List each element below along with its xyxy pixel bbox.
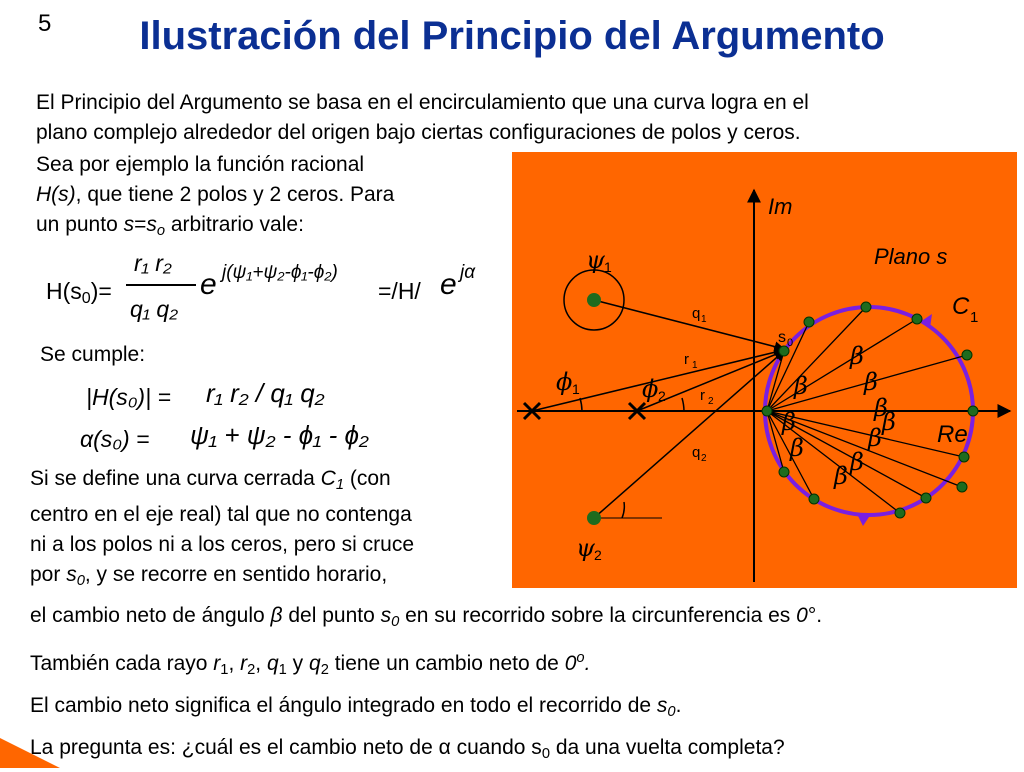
curve-line-3: ni a los polos ni a los ceros, pero si cruce: [30, 533, 415, 556]
bottom-paragraph: [30, 598, 822, 772]
se-cumple: Se cumple:: [40, 343, 146, 366]
left-line-1: Sea por ejemplo la función racional: [36, 153, 365, 176]
label-psi2-sub: 2: [594, 547, 602, 563]
formula-e: e: [200, 268, 217, 301]
label-plano-s: Plano s: [874, 244, 948, 269]
formula-rhs-e: e: [440, 268, 457, 301]
label-s0-sub: 0: [787, 337, 794, 349]
beta-label: β: [874, 394, 888, 422]
formula-rhs-exponent: jα: [460, 262, 476, 283]
beta-label: β: [882, 408, 896, 436]
zero-1: [587, 293, 601, 307]
formula-exponent: j(ψ₁+ψ₂-ϕ₁-ϕ₂): [222, 262, 338, 283]
label-im: Im: [768, 194, 793, 219]
beta-label: β: [864, 368, 878, 396]
beta-label: β: [850, 342, 864, 370]
alpha-rhs: ψ₁ + ψ₂ - ϕ₁ - ϕ₂: [190, 420, 369, 450]
magnitude-rhs: r₁ r₂ / q₁ q₂: [206, 378, 325, 408]
label-q2-sub: 2: [701, 453, 707, 464]
bottom-line-2: También cada rayo $r_1$, $r_2$, $q_1$ y $q_2$ tiene un cambio neto de 0$^o$.: [30, 650, 591, 678]
formula-numerator: r₁ r₂: [134, 250, 172, 276]
beta-label: β: [834, 462, 848, 490]
beta-label: β: [868, 424, 882, 452]
label-q2: q: [692, 444, 701, 461]
slide-number: 5: [38, 10, 52, 37]
label-s0: s: [778, 329, 786, 346]
zero-2: [587, 511, 601, 525]
label-r1-sub: 1: [692, 360, 698, 371]
bottom-line-1: el cambio neto de ángulo β del punto $s_0$ en su recorrido sobre la circunferencia es 0°.: [30, 604, 823, 630]
label-psi2: ψ: [576, 534, 595, 562]
slide-title: Ilustración del Principio del Argumento: [139, 14, 885, 58]
curve-paragraph: [30, 464, 414, 596]
intro-line-1: El Principio del Argumento se basa en el encirculamiento que una curva logra en el: [36, 91, 809, 114]
beta-label: β: [850, 448, 864, 476]
bottom-line-4: La pregunta es: ¿cuál es el cambio neto de α cuando $s_0$ da una vuelta completa?: [30, 736, 785, 762]
label-phi1: ϕ: [556, 368, 573, 396]
label-re: Re: [937, 421, 968, 448]
label-r2-sub: 2: [708, 396, 714, 407]
label-psi1: ψ: [586, 246, 605, 274]
formula-lhs: $H(s_0)=$: [46, 278, 112, 307]
beta-label: β: [782, 408, 796, 436]
left-paragraph: [36, 150, 394, 246]
alpha-lhs: α(s₀) =: [80, 426, 150, 452]
label-phi1-sub: 1: [572, 381, 580, 397]
beta-label: β: [794, 372, 808, 400]
curve-line-2: centro en el eje real) tal que no contenga: [30, 503, 412, 526]
label-c1-sub: 1: [970, 309, 979, 326]
label-q1-sub: 1: [701, 314, 707, 325]
label-c1: C: [952, 293, 970, 320]
label-r1: r: [684, 351, 689, 368]
curve-line-1: Si se define una curva cerrada $C_1$ (con: [30, 467, 391, 493]
s-plane-diagram: [512, 152, 1017, 588]
label-r2: r: [700, 387, 705, 404]
magnitude-lhs: |H(s₀)| =: [86, 384, 171, 410]
left-line-2: H(s), que tiene 2 polos y 2 ceros. Para: [36, 183, 395, 206]
label-phi2-sub: 2: [658, 388, 666, 404]
curve-line-4: por $s_0$, y se recorre en sentido horario,: [30, 563, 388, 589]
label-phi2: ϕ: [642, 375, 659, 403]
bottom-line-3: El cambio neto significa el ángulo integrado en todo el recorrido de $s_0$.: [30, 694, 682, 720]
fraction-bar: [126, 284, 196, 286]
diagram-background: [512, 152, 1017, 588]
formula-denominator: q₁ q₂: [130, 296, 178, 322]
label-q1: q: [692, 305, 701, 322]
left-line-3: un punto $s=s_o$ arbitrario vale:: [36, 213, 304, 239]
intro-paragraph: [36, 88, 809, 148]
intro-line-2: plano complejo alrededor del origen bajo ciertas configuraciones de polos y ceros.: [36, 121, 801, 144]
beta-label: β: [790, 434, 804, 462]
formula-rhs: =/H/: [378, 278, 421, 304]
label-psi1-sub: 1: [604, 259, 612, 275]
